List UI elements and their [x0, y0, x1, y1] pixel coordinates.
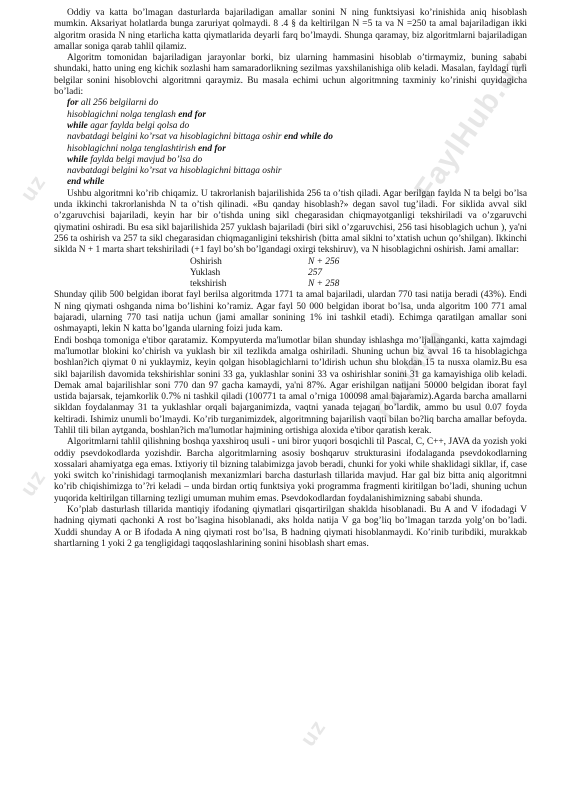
- pseudocode-line: hisoblagichni nolga tenglash end for: [67, 109, 207, 120]
- operation-label: tekshirish: [190, 279, 227, 290]
- operation-label: Oshirish: [190, 256, 222, 267]
- paragraph-results: Shunday qilib 500 belgidan iborat fayl berilsa algoritmda 1771 ta amal bajariladi, ulardan 770 tasi natija beradi (43%). Endi N ning qiymati oshganda nima bo’lishini ko’ramiz. Agar fayl 50 000 belgidan iborat bo’lsa, unda algoritm 100 771 amal bajaradi, ularning 770 tasi natija uchun (jami amallar sonining 1% ini tashkil etadi). Echimga qaratilgan amallar soni oshmayapti, lekin N katta bo’lganda ularning foizi juda kam.: [54, 290, 527, 335]
- paragraph-logical-expressions: Ko’plab dasturlash tillarida mantiqiy ifodaning qiymatlari qisqartirilgan shaklda hisoblanadi. Bu A and V ifodadagi V hadning qiymati qachonki A rost bo’lsagina hisoblanadi, aks holda natija V ga bog’liq bo’lmagan tarzda yolg’on bo’ladi. Xuddi shunday A or B ifodada A ning qiymati rost bo’lsa, B hadning qiymati hisoblanmaydi. Ko’rinib turibdiki, murakkab shartlarning 1 yoki 2 ga tengligidagi taqqoslashlarining sonini hisoblash shart emas.: [54, 505, 527, 549]
- table-row: [190, 268, 339, 279]
- watermark: uz: [14, 169, 51, 206]
- watermark: FaylHub.uz: [408, 47, 533, 206]
- paragraph-pseudocode-method: Algoritmlarni tahlil qilishning boshqa yaxshiroq usuli - uni biror yuqori bosqichli til Pascal, C, C++, JAVA da yozish yoki oddiy psevdokodlarda yozishdir. Barcha algoritmlarning asosiy boshqaruv strukturasini ifodalaganda psevdokodlarning xossalari ahamiyatga ega emas. Ixtiyoriy til bizning talabimizga javob beradi, chunki for yoki while shaklidagi sikllar, if, case yoki switch ko’rinishidagi tarmoqlanish mexanizmlari barcha dasturlash tillarida mavjud. Har gal biz bitta aniq algoritmni ko’rib chiqishimizga to’?ri keladi – unda birdan ortiq funktsiya yoki programma fragmenti kiritilgan bo’ladi, shuning uchun yuqorida keltirilgan tillarning tezligi umuman muhim emas. Psevdokodlardan foydalanishimizning sababi shunda.: [54, 437, 527, 504]
- paragraph-intro: Oddiy va katta bo’lmagan dasturlarda bajariladigan amallar sonini N ning funktsiyasi ko’rinishida aniq hisoblash mumkin. Aksariyat holatlarda bunga zaruriyat qolmaydi. 8 .4 § da keltirilgan N =5 ta va N =250 ta amal bajariladigan ikki algoritm orasida N ning etarlicha katta qiymatlarida deyarli farq bo’lmaydi. Shunga qaramay, biz algoritmlarni bajariladigan amallar soniga qarab tahlil qilamiz.: [54, 8, 527, 52]
- pseudocode-block: [54, 98, 527, 188]
- pseudocode-line: while agar faylda belgi qolsa do: [67, 120, 190, 131]
- operation-label: Yuklash: [190, 267, 221, 278]
- watermark: uz: [294, 714, 331, 751]
- watermark: uz: [14, 464, 51, 501]
- paragraph-optimization: Endi boshqa tomoniga e'tibor qaratamiz. Kompyuterda ma'lumotlar bilan shunday ishlashga mo’ljallanganki, katta xajmdagi ma'lumotlar blokini ko’chirish va yuklash bir xil tezlikda amalga oshiriladi. Shuning uchun biz avval 16 ta hisoblagichga boshlan?ich qiymat 0 ni yuklaymiz, keyin qolgan hisoblagichlarni to’ldirish uchun shu blokdan 15 ta nusxa olamiz.Bu esa sikl bajarilish davomida tekshirishlar sonini 33 ga, yuklashlar sonini 33 va oshirishlar sonini 31 ga kamayishiga olib keladi. Demak amal bajarilishlar soni 770 dan 97 gacha kamaydi, ya'ni 87%. Agar erishilgan natijani 50000 belgidan iborat fayl ustida bajarsak, tejamkorlik 0.7% ni tashkil qiladi (100771 ta amal o’rniga 100098 amal bajaramiz).Agarda barcha amallarni sikldan foydalanmay 31 ta yuklashlar orqali bajarganimizda, vaqtni yanada tejagan bo’lardik, ammo bu usul 0.07 foyda keltiradi. Ishimiz unumli bo’lmaydi. Ko’rib turganimizdek, algoritmning bajarilish vaqti bilan bo?liq barcha amallar befoyda. Tahlil tili bilan aytganda, boshlan?ich ma'lumotlar hajmining ortishiga aloxida e'tibor qaratish kerak.: [54, 335, 527, 436]
- table-row: [190, 257, 339, 268]
- pseudocode-line: end while: [67, 177, 105, 188]
- pseudocode-line: hisoblagichni nolga tenglashtirish end for: [67, 143, 226, 154]
- paragraph-algorithm-processes: Algoritm tomonidan bajariladigan jarayonlar borki, biz ularning hammasini hisoblab o’tirmaymiz, buning sababi shundaki, hatto uning eng kichik sozlashi ham samaradorlikning sezilmas yaxshilanishiga olib keladi. Masalan, fayldagi turli belgilar sonini hisoblovchi algoritmni qaraymiz. Bu masala echimi uchun algoritmning taxminiy ko’rinishi quyidagicha bo’ladi:: [54, 53, 527, 98]
- operation-value: N + 258: [308, 279, 340, 290]
- operation-value: 257: [308, 267, 323, 278]
- pseudocode-line: while faylda belgi mavjud bo’lsa do: [67, 154, 203, 165]
- pseudocode-line: navbatdagi belgini ko’rsat va hisoblagichni bittaga oshir end while do: [67, 132, 333, 143]
- operations-table: [190, 257, 339, 291]
- paragraph-analysis: Ushbu algoritmni ko’rib chiqamiz. U takrorlanish bajarilishida 256 ta o’tish qiladi. Agar berilgan faylda N ta belgi bo’lsa unda ikkinchi takrorlanishda N ta o’tish qilinadi. «Bu qanday hisoblash?» degan savol tug’iladi. For siklida avval sikl o’zgaruvchisi bajariladi, keyin har bir o’tishda uning sikl chegarasidan chiqmayotganligi tekshiriladi va o’zgaruvchi qiymatini oshiradi. Bu esa sikl bajarilishida 257 yuklash bajariladi (biri sikl o’zgaruvchisi, 256 tasi hisoblagich uchun ), ya'ni 256 ta oshirish va 257 ta sikl chegarasidan chiqmaganligini tekshirish (bitta amal siklni to’xtatish uchun qo’shilgan). Ikkinchi siklda N + 1 marta shart tekshiriladi (+1 fayl bo’sh bo’lgandagi oxirgi tekshiruv), va N hisoblagichni oshirish. Jami amallar:: [54, 188, 527, 256]
- document-page: [54, 8, 527, 550]
- pseudocode-line: navbatdagi belgini ko’rsat va hisoblagichni bittaga oshir: [67, 166, 282, 177]
- pseudocode-line: for all 256 belgilarni do: [67, 98, 159, 109]
- operation-value: N + 256: [308, 256, 340, 267]
- watermark: FaylHub: [370, 324, 451, 424]
- table-row: [190, 279, 339, 290]
